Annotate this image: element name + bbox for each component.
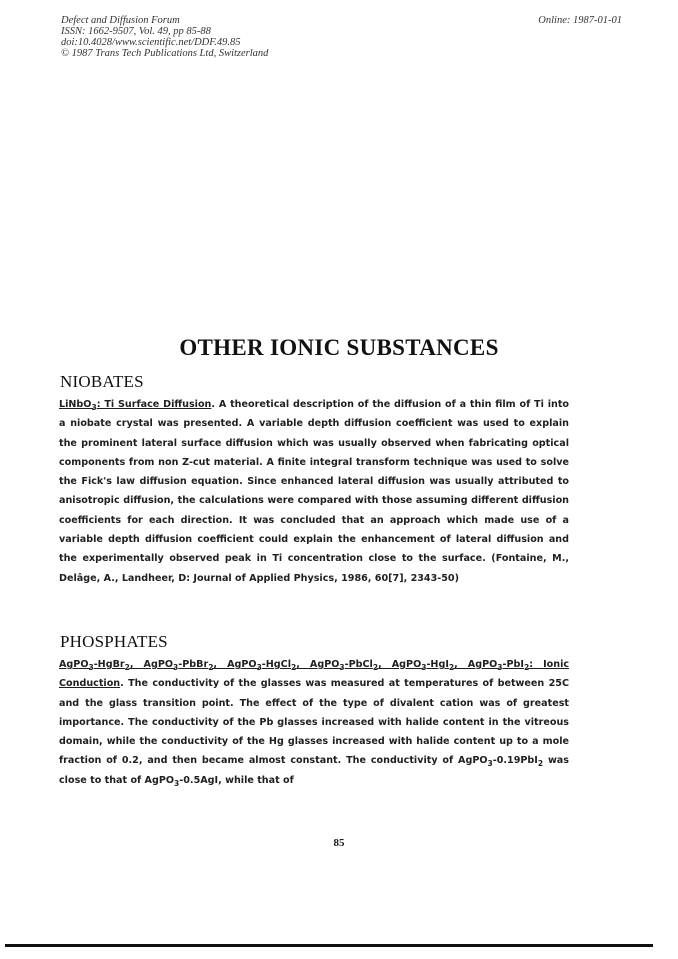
issn-line: ISSN: 1662-9507, Vol. 49, pp 85-88 bbox=[61, 26, 211, 37]
page-title: OTHER IONIC SUBSTANCES bbox=[179, 335, 499, 360]
journal-header bbox=[61, 15, 268, 59]
phosphates-heading: PHOSPHATES bbox=[60, 632, 168, 651]
niobates-heading: NIOBATES bbox=[60, 372, 144, 391]
online-date: Online: 1987-01-01 bbox=[538, 15, 622, 26]
journal-name: Defect and Diffusion Forum bbox=[61, 15, 180, 26]
niobates-body: . A theoretical description of the diffusion of a thin film of Ti into a niobate crystal was presented. A variable depth diffusion coefficient was used to explain the prominent lateral surface diffusion which was usually observed when fabricating optical components from non Z-cut material. A finite integral transform technique was used to solve the Fick's law diffusion equation. Since enhanced lateral diffusion was usually attributed to anisotropic diffusion, the calculations were compared with those assuming different diffusion coefficients for each direction. It was concluded that an approach which made use of a variable depth diffusion coefficient could explain the enhancement of lateral diffusion and the experimentally observed peak in Ti concentration close to the surface. (Fontaine, M., Delâge, A., Landheer, D: Journal of Applied Physics, 1986, 60[7], 2343-50) bbox=[59, 399, 569, 584]
bottom-rule bbox=[5, 944, 653, 947]
phosphates-subject: AgPO$_3$-HgBr$_2$, AgPO$_3$-PbBr$_2$, AgPO$_3$-HgCl$_2$, AgPO$_3$-PbCl$_2$, AgPO$_3$-HgI$_2$, AgPO$_3$-PbI$_2$: Ionic Conduction bbox=[59, 659, 570, 690]
doi-line: doi:10.4028/www.scientific.net/DDF.49.85 bbox=[61, 37, 241, 48]
copyright-line: © 1987 Trans Tech Publications Ltd, Switzerland bbox=[61, 48, 269, 59]
niobates-subject: LiNbO$_3$: Ti Surface Diffusion bbox=[59, 399, 212, 412]
phosphates-paragraph: AgPO$_3$-HgBr$_2$, AgPO$_3$-PbBr$_2$, AgPO$_3$-HgCl$_2$, AgPO$_3$-PbCl$_2$, AgPO$_3$-HgI$_2$, AgPO$_3$-PbI$_2$: Ionic Conduction. The conductivity of the glasses was measured at temperatures of between 25C and the glass transition point. The effect of the type of divalent cation was of greatest importance. The conductivity of the Pb glasses increased with halide content in the vitreous domain, while the conductivity of the Hg glasses increased with halide content up to a mole fraction of 0.2, and then became almost constant. The conductivity of AgPO$_3$-0.19PbI$_2$ was close to that of AgPO$_3$-0.5AgI, while that of bbox=[59, 659, 570, 788]
niobates-paragraph bbox=[59, 395, 569, 588]
page-number: 85 bbox=[333, 837, 345, 849]
